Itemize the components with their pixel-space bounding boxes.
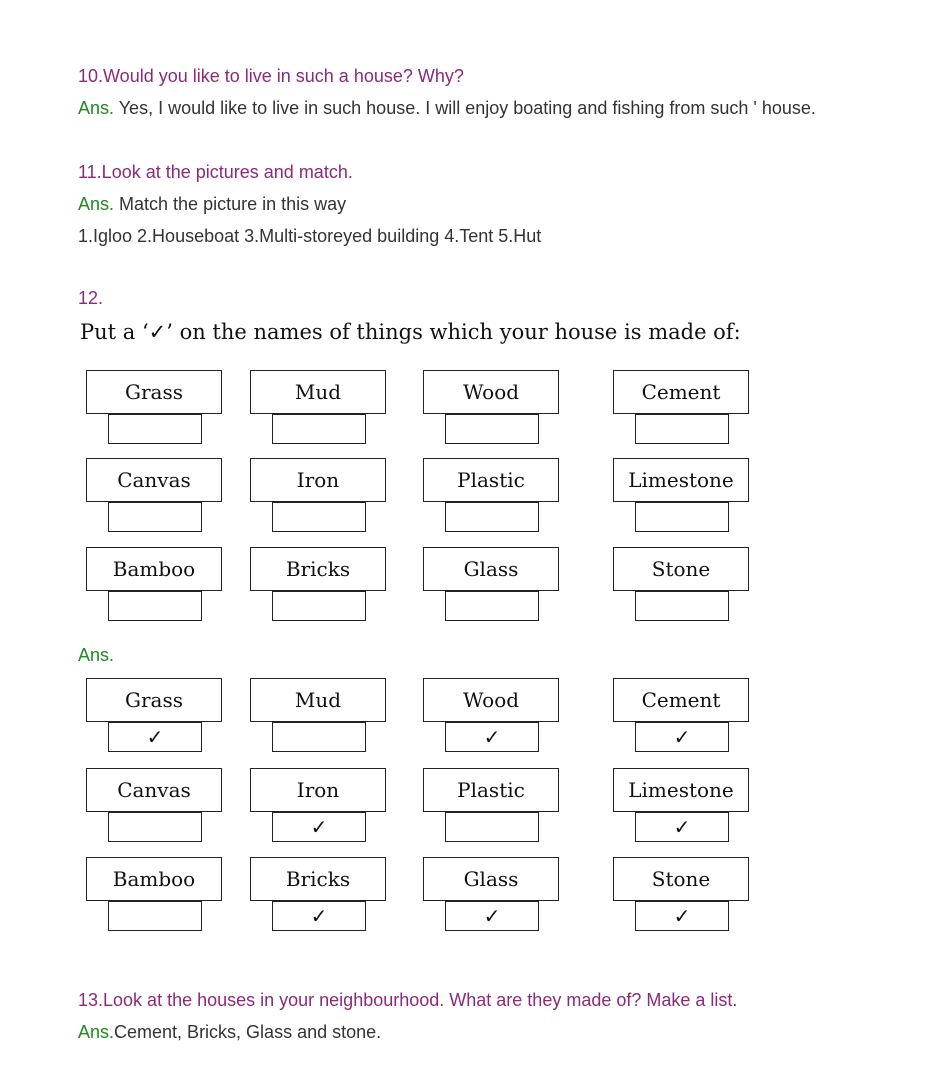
material-label: Canvas [86,768,222,812]
material-label: Limestone [613,458,749,502]
material-label: Bricks [250,857,386,901]
material-label: Mud [250,370,386,414]
answer-text: Cement, Bricks, Glass and stone. [114,1022,382,1042]
material-cell [250,768,390,848]
material-label: Glass [423,857,559,901]
answer-label: Ans. [78,1022,115,1042]
answer-12-label: Ans. [78,645,115,665]
material-cell [423,768,563,848]
material-cell [423,678,563,758]
answer-text: Match the picture in this way [114,194,347,214]
question-12-instruction: Put a ‘✓’ on the names of things which your house is made of: [80,320,741,344]
material-label: Canvas [86,458,222,502]
material-label: Iron [250,458,386,502]
material-label: Limestone [613,768,749,812]
material-cell [86,857,226,937]
material-label: Bamboo [86,547,222,591]
material-label: Cement [613,370,749,414]
answer-label: Ans. [78,98,115,118]
material-cell [250,857,390,937]
material-label: Grass [86,678,222,722]
material-label: Mud [250,678,386,722]
answer-label: Ans. [78,194,115,214]
tick-box-answer: ✓ [108,722,202,752]
material-cell [613,678,753,758]
tick-box-answer [272,722,366,752]
question-13: 13.Look at the houses in your neighbourhood. What are they made of? Make a list. [78,990,738,1010]
tick-box-answer: ✓ [272,901,366,931]
material-label: Wood [423,370,559,414]
material-cell [613,768,753,848]
answer-text: Yes, I would like to live in such house. I will enjoy boating and fishing from such ' house. [114,98,816,118]
material-label: Bricks [250,547,386,591]
tick-box-answer: ✓ [272,812,366,842]
answer-13 [78,1022,381,1043]
question-12-number: 12. [78,288,104,308]
material-label: Stone [613,547,749,591]
question-11: 11.Look at the pictures and match. [78,162,353,182]
material-label: Plastic [423,458,559,502]
material-cell [250,678,390,758]
material-cell [613,857,753,937]
material-label: Plastic [423,768,559,812]
material-label: Grass [86,370,222,414]
material-label: Cement [613,678,749,722]
material-label: Iron [250,768,386,812]
material-cell [86,678,226,758]
question-10: 10.Would you like to live in such a house? Why? [78,66,464,86]
tick-box-answer: ✓ [635,722,729,752]
material-cell [86,768,226,848]
material-label: Bamboo [86,857,222,901]
tick-box-answer [108,812,202,842]
tick-box-answer: ✓ [445,901,539,931]
tick-box-answer [445,812,539,842]
tick-box-answer: ✓ [635,901,729,931]
material-label: Stone [613,857,749,901]
tick-box-answer [108,901,202,931]
tick-box-answer: ✓ [635,812,729,842]
tick-box-answer: ✓ [445,722,539,752]
answer-11-list: 1.Igloo 2.Houseboat 3.Multi-storeyed building 4.Tent 5.Hut [78,226,542,246]
material-label: Wood [423,678,559,722]
material-cell [423,857,563,937]
material-label: Glass [423,547,559,591]
